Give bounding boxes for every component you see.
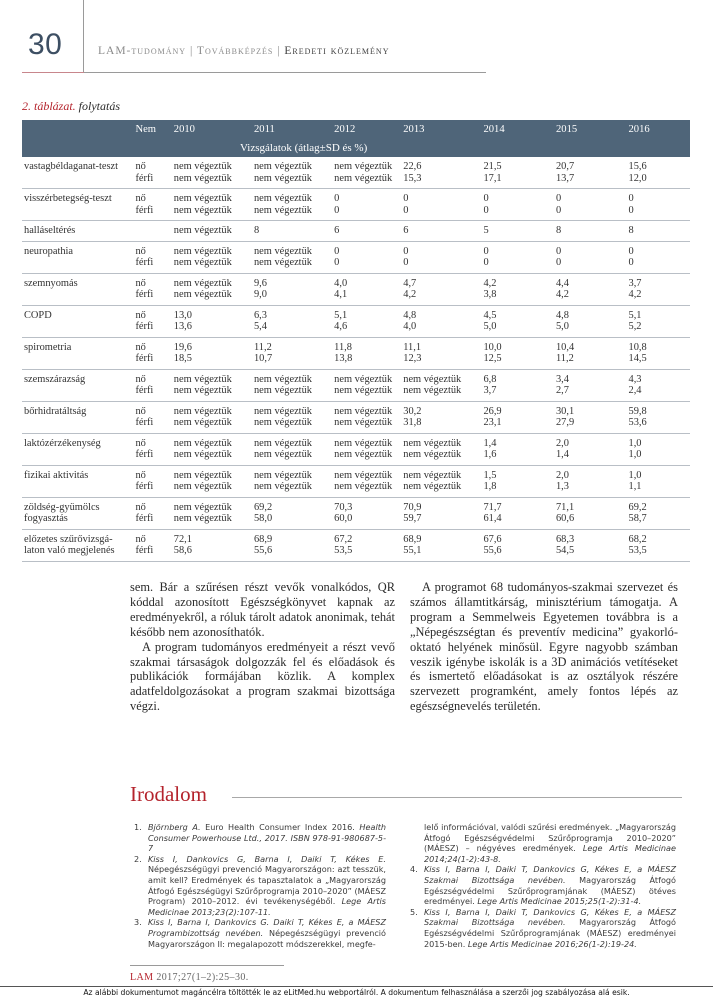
value-cell: 22,6 15,3: [403, 157, 483, 189]
reference-item-continued: lelő információval, valódi szűrési eredmények. „Magyarország Átfogó Egészségvédelmi Szűrőprogramja 2010–2020” (MÁESZ) – négyéves eredmények. Lege Artis Medicinae 2014;24(1-2):43-8.: [424, 822, 676, 864]
reference-source: Lege Artis Medicinae 2014;24(1-2):43-8.: [424, 843, 676, 864]
column-header-sex: Nem: [135, 120, 173, 139]
value-cell: 4,8 5,0: [556, 305, 629, 337]
download-note: Az alábbi dokumentumot magáncélra töltötték le az eLitMed.hu webportálról. A dokumentum felhasználása a szerzői jog szabályozása alá esik.: [83, 988, 630, 997]
sex-cell: nő férfi: [135, 401, 173, 433]
reference-authors: Kiss I, Dankovics G, Barna I, Daiki T, Kékes E.: [148, 853, 386, 864]
value-cell: 1,4 1,6: [483, 433, 556, 465]
value-cell: 8: [556, 221, 629, 242]
table-caption-number: 2. táblázat.: [22, 99, 76, 113]
sex-cell: nő férfi: [135, 369, 173, 401]
paragraph: sem. Bár a szűrésen részt vevők vonalkódos, QR kóddal azonosított Egészségkönyvet kapnak az eredményekről, a róluk tárolt adatok anonimak, tehát később nem azonosíthatók.: [130, 580, 395, 639]
download-note-rule: [0, 986, 713, 987]
value-cell: nem végeztük nem végeztük: [174, 157, 254, 189]
value-cell: 4,0 4,1: [334, 273, 403, 305]
value-cell: 0 0: [556, 241, 629, 273]
value-cell: 4,4 4,2: [556, 273, 629, 305]
table-row: [22, 369, 690, 401]
value-cell: 1,0 1,1: [629, 465, 691, 497]
reference-authors: Kiss I, Barna I, Dankovics G. Daiki T, Kékes E, a MÁESZ Programbizottság nevében.: [148, 917, 386, 938]
running-head-separator: |: [189, 45, 194, 57]
value-cell: nem végeztük nem végeztük: [254, 189, 334, 221]
value-cell: 6,3 5,4: [254, 305, 334, 337]
row-label: spirometria: [22, 337, 135, 369]
value-cell: nem végeztük nem végeztük: [403, 369, 483, 401]
reference-authors: Kiss I, Barna I, Daiki T, Dankovics G, Kékes E, a MÁESZ Szakmai Bizottsága nevében.: [424, 864, 676, 885]
value-cell: 5,1 5,2: [629, 305, 691, 337]
sex-cell: [135, 221, 173, 242]
value-cell: nem végeztük nem végeztük: [174, 273, 254, 305]
column-header-2014: 2014: [483, 120, 556, 139]
references-column-right: [410, 822, 676, 949]
value-cell: nem végeztük nem végeztük: [254, 241, 334, 273]
value-cell: 0 0: [629, 241, 691, 273]
value-cell: 11,8 13,8: [334, 337, 403, 369]
value-cell: 71,7 61,4: [483, 497, 556, 529]
value-cell: nem végeztük nem végeztük: [334, 465, 403, 497]
sex-cell: nő férfi: [135, 465, 173, 497]
body-column-right: [410, 580, 678, 714]
row-label: laktózérzékenység: [22, 433, 135, 465]
value-cell: 8: [629, 221, 691, 242]
value-cell: 10,4 11,2: [556, 337, 629, 369]
value-cell: nem végeztük nem végeztük: [174, 401, 254, 433]
value-cell: 9,6 9,0: [254, 273, 334, 305]
value-cell: 30,1 27,9: [556, 401, 629, 433]
value-cell: 68,9 55,6: [254, 529, 334, 561]
running-head: [98, 45, 389, 57]
value-cell: 67,6 55,6: [483, 529, 556, 561]
value-cell: 67,2 53,5: [334, 529, 403, 561]
value-cell: 1,0 1,0: [629, 433, 691, 465]
running-head-separator: |: [277, 45, 281, 57]
value-cell: 0 0: [334, 241, 403, 273]
value-cell: nem végeztük nem végeztük: [403, 465, 483, 497]
column-header-label: [22, 120, 135, 139]
reference-item: 4. Kiss I, Barna I, Daiki T, Dankovics G, Kékes E, a MÁESZ Szakmai Bizottsága nevében. Magyarország Átfogó Egészségvédelmi Szűrőprogramjának (MÁESZ) ötéves eredményei. Lege Artis Medicinae 2015;25(1-2):31-4.: [410, 864, 676, 907]
reference-item: 2. Kiss I, Dankovics G, Barna I, Daiki T, Kékes E. Népegészségügyi prevenció Magyarországon: azt tesszük, amit kell? Eredmények és tapasztalatok a „Magyarország Átfogó Egészségügyi Szűrőprogramja 2010–2020” (MÁESZ Program) 2010–2012. évi tevékenységéből. Lege Artis Medicinae 2013;23(2):107-11.: [134, 853, 386, 917]
value-cell: 19,6 18,5: [174, 337, 254, 369]
value-cell: 4,7 4,2: [403, 273, 483, 305]
citation-details: 2017;27(1–2):25–30.: [153, 972, 249, 983]
value-cell: nem végeztük nem végeztük: [174, 369, 254, 401]
paragraph: A programot 68 tudományos-szakmai szervezet és számos államtitkárság, minisztérium támogatja. A program a Semmelweis Egyetemen továbbra is a „Népegészségtan és preventív medicina” gyakorló-oktató helyének minősül. Egyre nagyobb számban veszik igénybe iskolák is a 3D animációs vetítéseket és ismertető előadásokat is az osztályok részére szervezett programként, amely fontos lépés az egészségnevelés területén.: [410, 580, 678, 714]
table-header-row: [22, 120, 690, 139]
table-row: [22, 433, 690, 465]
reference-authors: Kiss I, Barna I, Daiki T, Dankovics G, Kékes E, a MÁESZ Szakmai Bizottsága nevében.: [424, 906, 676, 928]
sex-cell: nő férfi: [135, 189, 173, 221]
data-table: [22, 120, 690, 562]
table-caption: [22, 99, 120, 114]
column-header-2015: 2015: [556, 120, 629, 139]
table-row: [22, 273, 690, 305]
value-cell: nem végeztük nem végeztük: [254, 369, 334, 401]
value-cell: 0 0: [629, 189, 691, 221]
value-cell: nem végeztük nem végeztük: [254, 157, 334, 189]
reference-item: 1. Björnberg A. Euro Health Consumer Index 2016. Health Consumer Powerhouse Ltd., 2017. ISBN 978-91-980687-5-7: [134, 822, 386, 854]
value-cell: 0 0: [334, 189, 403, 221]
value-cell: nem végeztük nem végeztük: [334, 433, 403, 465]
row-label: visszérbetegség-teszt: [22, 189, 135, 221]
value-cell: 72,1 58,6: [174, 529, 254, 561]
reference-item: 3. Kiss I, Barna I, Dankovics G. Daiki T, Kékes E, a MÁESZ Programbizottság nevében. Népegészségügyi prevenció Magyarországon II: megalapozott módszerekkel, megfe-: [134, 917, 386, 949]
value-cell: 10,0 12,5: [483, 337, 556, 369]
value-cell: nem végeztük nem végeztük: [254, 465, 334, 497]
table-caption-text: folytatás: [78, 99, 121, 113]
value-cell: nem végeztük nem végeztük: [334, 369, 403, 401]
value-cell: 8: [254, 221, 334, 242]
row-label: szemszárazság: [22, 369, 135, 401]
value-cell: 3,4 2,7: [556, 369, 629, 401]
row-label: halláseltérés: [22, 221, 135, 242]
value-cell: nem végeztük nem végeztük: [403, 433, 483, 465]
value-cell: 4,3 2,4: [629, 369, 691, 401]
running-head-section-1: LAM-tudomány: [98, 45, 187, 57]
value-cell: nem végeztük nem végeztük: [174, 433, 254, 465]
body-column-left: [130, 580, 395, 714]
row-label: előzetes szűrővizsgá- laton való megjelenés: [22, 529, 135, 561]
journal-name: LAM: [130, 972, 154, 983]
footer-rule: [130, 965, 284, 966]
row-label: zöldség-gyümölcs fogyasztás: [22, 497, 135, 529]
value-cell: 4,2 3,8: [483, 273, 556, 305]
value-cell: 5,1 4,6: [334, 305, 403, 337]
sex-cell: nő férfi: [135, 305, 173, 337]
value-cell: nem végeztük nem végeztük: [254, 401, 334, 433]
value-cell: 21,5 17,1: [483, 157, 556, 189]
value-cell: 2,0 1,3: [556, 465, 629, 497]
reference-source: Lege Artis Medicinae 2013;23(2):107-11.: [148, 896, 386, 917]
references-column-left: [134, 822, 386, 949]
reference-source: Health Consumer Powerhouse Ltd., 2017. ISBN 978-91-980687-5-7: [148, 822, 386, 854]
value-cell: 69,2 58,0: [254, 497, 334, 529]
value-cell: 0 0: [483, 241, 556, 273]
value-cell: 26,9 23,1: [483, 401, 556, 433]
value-cell: 68,3 54,5: [556, 529, 629, 561]
header-rule-accent: [22, 72, 84, 73]
paragraph: A program tudományos eredményeit a részt vevő szakmai társaságok dolgozzák fel és előadások és publikációk formájában közlik. A komplex adatfeldolgozásokat a program szakmai bizottsága végzi.: [130, 639, 395, 714]
value-cell: 6,8 3,7: [483, 369, 556, 401]
column-header-2013: 2013: [403, 120, 483, 139]
reference-source: Lege Artis Medicinae 2016;26(1-2):19-24.: [467, 938, 637, 949]
value-cell: 0 0: [403, 241, 483, 273]
row-label: bőrhidratáltság: [22, 401, 135, 433]
references-title: Irodalom: [130, 782, 207, 806]
value-cell: nem végeztük nem végeztük: [254, 433, 334, 465]
sex-cell: nő férfi: [135, 529, 173, 561]
value-cell: 70,3 60,0: [334, 497, 403, 529]
value-cell: 0 0: [556, 189, 629, 221]
sex-cell: nő férfi: [135, 433, 173, 465]
column-header-2012: 2012: [334, 120, 403, 139]
column-header-2011: 2011: [254, 120, 334, 139]
value-cell: 6: [334, 221, 403, 242]
value-cell: nem végeztük nem végeztük: [334, 157, 403, 189]
value-cell: 1,5 1,8: [483, 465, 556, 497]
value-cell: 0 0: [403, 189, 483, 221]
header-rule: [84, 72, 486, 73]
sex-cell: nő férfi: [135, 273, 173, 305]
row-label: vastagbéldaganat-teszt: [22, 157, 135, 189]
table-row: [22, 221, 690, 242]
table-subheader: Vizsgálatok (átlag±SD és %): [22, 139, 690, 157]
page-number: 30: [28, 28, 63, 61]
running-head-section-2: Továbbképzés: [196, 45, 274, 57]
value-cell: 70,9 59,7: [403, 497, 483, 529]
value-cell: 15,6 12,0: [629, 157, 691, 189]
table-row: [22, 241, 690, 273]
value-cell: 4,5 5,0: [483, 305, 556, 337]
sex-cell: nő férfi: [135, 497, 173, 529]
value-cell: 68,9 55,1: [403, 529, 483, 561]
table-row: [22, 529, 690, 561]
table-row: [22, 401, 690, 433]
table-row: [22, 305, 690, 337]
table-row: [22, 189, 690, 221]
running-head-section-3: Eredeti közlemény: [284, 45, 390, 57]
row-label: COPD: [22, 305, 135, 337]
journal-citation: [130, 972, 249, 983]
value-cell: 11,2 10,7: [254, 337, 334, 369]
table-row: [22, 157, 690, 189]
reference-authors: Björnberg A.: [148, 822, 201, 832]
value-cell: 5: [483, 221, 556, 242]
sex-cell: nő férfi: [135, 241, 173, 273]
value-cell: 30,2 31,8: [403, 401, 483, 433]
value-cell: 3,7 4,2: [629, 273, 691, 305]
value-cell: 20,7 13,7: [556, 157, 629, 189]
references-rule: [232, 797, 682, 798]
value-cell: nem végeztük: [174, 221, 254, 242]
page-header: [0, 0, 713, 80]
value-cell: 59,8 53,6: [629, 401, 691, 433]
value-cell: nem végeztük nem végeztük: [174, 189, 254, 221]
header-vertical-rule: [83, 0, 84, 73]
table-subheader-row: [22, 139, 690, 157]
row-label: neuropathia: [22, 241, 135, 273]
value-cell: 69,2 58,7: [629, 497, 691, 529]
column-header-2010: 2010: [174, 120, 254, 139]
value-cell: 68,2 53,5: [629, 529, 691, 561]
table-row: [22, 465, 690, 497]
table-body: [22, 157, 690, 561]
sex-cell: nő férfi: [135, 337, 173, 369]
value-cell: nem végeztük nem végeztük: [174, 241, 254, 273]
table-row: [22, 497, 690, 529]
value-cell: 13,0 13,6: [174, 305, 254, 337]
value-cell: 10,8 14,5: [629, 337, 691, 369]
value-cell: nem végeztük nem végeztük: [174, 465, 254, 497]
column-header-2016: 2016: [629, 120, 691, 139]
value-cell: nem végeztük nem végeztük: [174, 497, 254, 529]
value-cell: 0 0: [483, 189, 556, 221]
value-cell: 2,0 1,4: [556, 433, 629, 465]
table-row: [22, 337, 690, 369]
value-cell: 4,8 4,0: [403, 305, 483, 337]
reference-item: 5. Kiss I, Barna I, Daiki T, Dankovics G, Kékes E, a MÁESZ Szakmai Bizottsága nevében. Magyarország Átfogó Egészségvédelmi Szűrőprogramjának (MÁESZ) eredményei 2015-ben. Lege Artis Medicinae 2016;26(1-2):19-24.: [410, 906, 676, 949]
value-cell: 6: [403, 221, 483, 242]
sex-cell: nő férfi: [135, 157, 173, 189]
reference-source: Lege Artis Medicinae 2015;25(1-2):31-4.: [477, 896, 642, 907]
value-cell: nem végeztük nem végeztük: [334, 401, 403, 433]
row-label: szemnyomás: [22, 273, 135, 305]
row-label: fizikai aktivitás: [22, 465, 135, 497]
value-cell: 71,1 60,6: [556, 497, 629, 529]
value-cell: 11,1 12,3: [403, 337, 483, 369]
